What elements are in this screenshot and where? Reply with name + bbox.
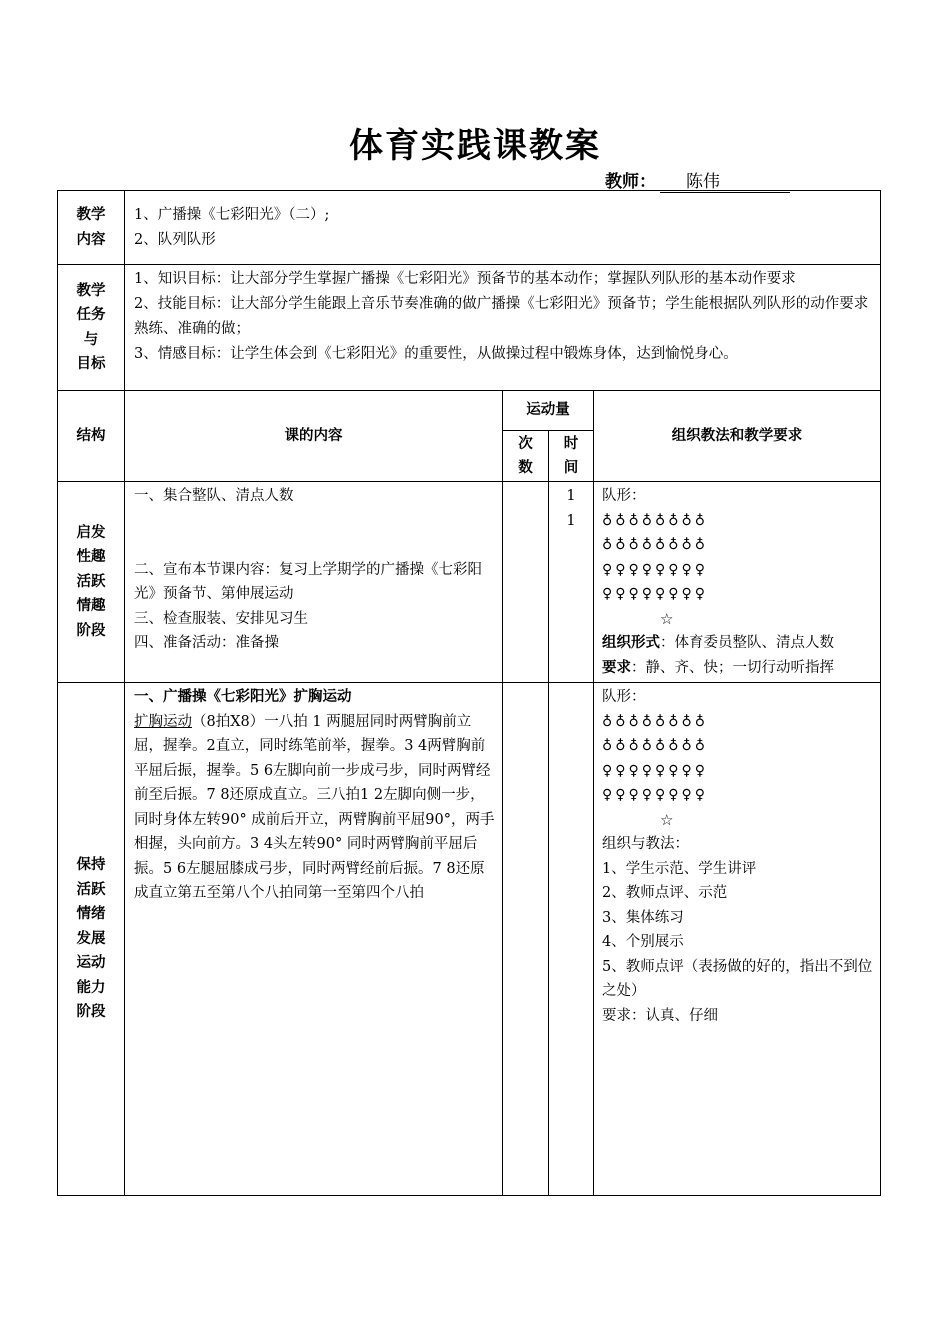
req-label: 要求 [602, 658, 631, 676]
content-line: 2、队列队形 [134, 231, 216, 248]
warmup-item-4: 四、准备活动：准备操 [134, 635, 279, 651]
org-text: ：体育委员整队、清点人数 [660, 635, 834, 651]
exercise-description: （8拍X8）一八拍 1 两腿屈同时两臂胸前立屈，握拳。2直立，同时练笔前举，握拳。3 4两臂胸前平屈后振，握拳。5 6左脚向前一步成弓步，同时两臂经前至后振。7 8还原成直立。三八拍1 2左脚向侧一步，同时身体左转90° 成前后开立，两臂胸前平屈90°，两手相握，头向前方。3 4头左转90° 同时两臂胸前平屈后振。5 6左腿屈膝成弓步，同时两臂经前后振。7 8还原成直立第五至第八个八拍同第一至第四个八拍 [134, 713, 495, 901]
row-teaching-goals [58, 265, 881, 391]
goal-skill: 2、技能目标：让大部分学生能跟上音乐节奏准确的做广播操《七彩阳光》预备节；学生能根据队列队形的动作要求熟练、准确的做； [134, 296, 869, 337]
formation-row-boys: ♁♁♁♁♁♁♁♁ [602, 738, 709, 754]
header-row [58, 391, 881, 431]
method-step: 1、学生示范、学生讲评 [602, 860, 757, 877]
main-duration [549, 683, 594, 1196]
header-method: 组织教法和教学要求 [594, 391, 881, 482]
formation-label: 队形： [602, 689, 646, 705]
req-text: ：静、齐、快；一切行动听指挥 [631, 659, 834, 676]
stage-warmup-content [125, 482, 503, 683]
header-content: 课的内容 [125, 391, 503, 482]
warmup-item-2: 二、宣布本节课内容：复习上学期学的广播操《七彩阳光》预备节、第伸展运动 [134, 561, 482, 602]
exercise-sub-label: 扩胸运动 [134, 713, 192, 730]
label-teaching-goals: 教学 任务 与 目标 [58, 265, 125, 391]
header-duration: 时 间 [549, 431, 594, 482]
teacher-label: 教师： [605, 172, 656, 192]
formation-row-girls: ♀♀♀♀♀♀♀♀ [602, 561, 709, 578]
formation-row-boys: ♁♁♁♁♁♁♁♁ [602, 512, 709, 529]
teacher-position-icon: ☆ [660, 609, 674, 628]
method-step: 4、个别展示 [602, 934, 684, 950]
label-teaching-content: 教学 内容 [58, 191, 125, 265]
label-stage-main: 保持 活跃 情绪 发展 运动 能力 阶段 [58, 683, 125, 1196]
content-line: 1、广播操《七彩阳光》（二）; [134, 207, 330, 223]
label-stage-warmup: 启发 性趣 活跃 情趣 阶段 [58, 482, 125, 683]
method-requirement: 要求：认真、仔细 [602, 1007, 718, 1024]
warmup-item-3: 三、检查服装、安排见习生 [134, 610, 308, 627]
formation-label: 队形： [602, 488, 646, 504]
teacher-name: 陈伟 [660, 167, 790, 193]
header-structure: 结构 [58, 391, 125, 482]
lesson-plan-table [57, 190, 881, 1196]
formation-row-boys: ♁♁♁♁♁♁♁♁ [602, 537, 709, 553]
formation-row-boys: ♁♁♁♁♁♁♁♁ [602, 713, 709, 730]
org-label: 组织形式 [602, 634, 660, 651]
warmup-item-1: 一、集合整队、清点人数 [134, 488, 294, 504]
goal-emotion: 3、情感目标：让学生体会到《七彩阳光》的重要性，从做操过程中锻炼身体，达到愉悦身心。 [134, 346, 738, 362]
formation-row-girls: ♀♀♀♀♀♀♀♀ [602, 762, 709, 779]
stage-main-content [125, 683, 503, 1196]
warmup-duration: 1 1 [549, 482, 594, 683]
row-stage-warmup [58, 482, 881, 683]
row-stage-main [58, 683, 881, 1196]
warmup-method [594, 482, 881, 683]
method-step: 2、教师点评、示范 [602, 885, 728, 901]
teacher-position-icon: ☆ [660, 810, 674, 829]
org-heading: 组织与教法： [602, 836, 689, 852]
formation-row-girls: ♀♀♀♀♀♀♀♀ [602, 787, 709, 803]
method-step: 5、教师点评（表扬做的好的，指出不到位之处） [602, 958, 873, 999]
teaching-goals-cell [125, 265, 881, 391]
main-method [594, 683, 881, 1196]
teaching-content-cell [125, 191, 881, 265]
header-load: 运动量 [503, 391, 594, 431]
page-title: 体育实践课教案 [349, 126, 601, 166]
warmup-times [503, 482, 549, 683]
goal-knowledge: 1、知识目标：让大部分学生掌握广播操《七彩阳光》预备节的基本动作；掌握队列队形的基本动作要求 [134, 271, 796, 287]
row-teaching-content [58, 191, 881, 265]
exercise-heading: 一、广播操《七彩阳光》扩胸运动 [134, 688, 352, 705]
header-times: 次 数 [503, 431, 549, 482]
method-step: 3、集体练习 [602, 909, 684, 926]
main-times [503, 683, 549, 1196]
formation-row-girls: ♀♀♀♀♀♀♀♀ [602, 586, 709, 602]
